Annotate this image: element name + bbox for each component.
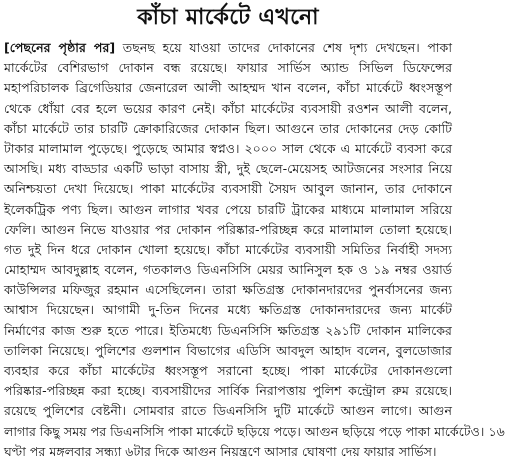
article-line: তালিকা নিয়েছে। পুলিশের গুলশান বিভাগের এডিসি আবদুল আহাদ বলেন, বুলডোজার xyxy=(4,342,452,358)
article-line: গত দুই দিন ধরে দোকান খোলা হয়েছে। কাঁচা মার্কেটের ব্যবসায়ী সমিতির নির্বাহী সদস্য xyxy=(4,241,452,257)
article-line: ফেলি। আগুন নিভে যাওয়ার পর দোকান পরিষ্কার-পরিচ্ছন্ন করে মালামাল তোলা হয়েছে। xyxy=(4,221,452,237)
article-line: মহাপরিচালক ব্রিগেডিয়ার জেনারেল আলী আহম্মদ খান বলেন, কাঁচা মার্কেটে ধ্বংসস্তূপ xyxy=(4,80,452,96)
article-line: ঘণ্টা পর মঙ্গলবার সন্ধ্যা ৬টার দিকে আগুন নিয়ন্ত্রণে আসার ঘোষণা দেয় ফায়ার সার্ভিস। xyxy=(4,443,437,459)
article-line: মার্কেটের বেশিরভাগ দোকান বন্ধ রয়েছে। ফায়ার সার্ভিস অ্যান্ড সিভিল ডিফেন্সের xyxy=(4,60,452,76)
article-line: থেকে ধোঁয়া বের হলে ভয়ের কারণ নেই। কাঁচা মার্কেটের ব্যবসায়ী রওশন আলী বলেন, xyxy=(4,100,452,116)
article-line xyxy=(4,38,452,58)
article-line: মোহাম্মদ আবদুল্লাহ বলেন, গতকালও ডিএনসিসি মেয়র আনিসুল হক ও ১৯ নম্বর ওয়ার্ড xyxy=(4,262,452,278)
article-line: পরিষ্কার-পরিচ্ছন্ন করা হচ্ছে। ব্যবসায়ীদের সার্বিক নিরাপত্তায় পুলিশ কন্ট্রোল রুম রয়েছে। xyxy=(4,383,452,399)
newspaper-clipping xyxy=(4,0,505,459)
article-line-text: তছনছ হয়ে যাওয়া তাদের দোকানের শেষ দৃশ্য দেখছেন। পাকা xyxy=(115,40,452,55)
article-body xyxy=(4,38,505,459)
article-line: আসছি। মধ্য বাড্ডার একটি ভাড়া বাসায় স্ত্রী, দুই ছেলে-মেয়েসহ আটজনের সংসার নিয়ে xyxy=(4,161,452,177)
article-line: রয়েছে পুলিশের বেষ্টনী। সোমবার রাতে ডিএনসিসি দুটি মার্কেটে আগুন লাগে। আগুন xyxy=(4,403,452,419)
article-line: ইলেকট্রিক পণ্য ছিল। আগুন লাগার খবর পেয়ে চারটি ট্রাকের মাধ্যমে মালামাল সরিয়ে xyxy=(4,201,452,217)
continuation-tag: [পেছনের পৃষ্ঠার পর] xyxy=(4,40,116,55)
article-line: আশ্বাস দিয়েছেন। আগামী দু-তিন দিনের মধ্যে ক্ষতিগ্রস্ত দোকানদারদের জন্য মার্কেট xyxy=(4,302,452,318)
article-line: কাঁচা মার্কেটে তার চারটি ক্রোকারিজের দোকান ছিল। আগুনে তার দোকানের দেড় কোটি xyxy=(4,120,452,136)
article-line: অনিশ্চয়তা দেখা দিয়েছে। পাকা মার্কেটের ব্যবসায়ী সৈয়দ আবুল জানান, তার দোকানে xyxy=(4,181,452,197)
article-line: নির্মাণের কাজ শুরু হতে পারে। ইতিমধ্যে ডিএনসিসি ক্ষতিগ্রস্ত ২৯১টি দোকান মালিকের xyxy=(4,322,452,338)
article-headline: কাঁচা মার্কেটে এখনো xyxy=(137,5,319,30)
article-line: টাকার মালামাল পুড়েছে। পুড়েছে আমার স্বপ্নও। ২০০০ সাল থেকে এ মার্কেটে ব্যবসা করে xyxy=(4,140,452,156)
article-line: লাগার কিছু সময় পর ডিএনসিসি পাকা মার্কেটে ছড়িয়ে পড়ে। আগুন ছড়িয়ে পড়ে পাকা মার্কেটেও। ১৬ xyxy=(4,423,505,439)
article-line: ব্যবহার করে কাঁচা মার্কেটের ধ্বংসস্তূপ সরানো হচ্ছে। পাকা মার্কেটের দোকানগুলো xyxy=(4,363,452,378)
article-line: কাউন্সিলর মফিজুর রহমান এসেছিলেন। তারা ক্ষতিগ্রস্ত দোকানদারদের পুনর্বাসনের জন্য xyxy=(4,282,452,298)
